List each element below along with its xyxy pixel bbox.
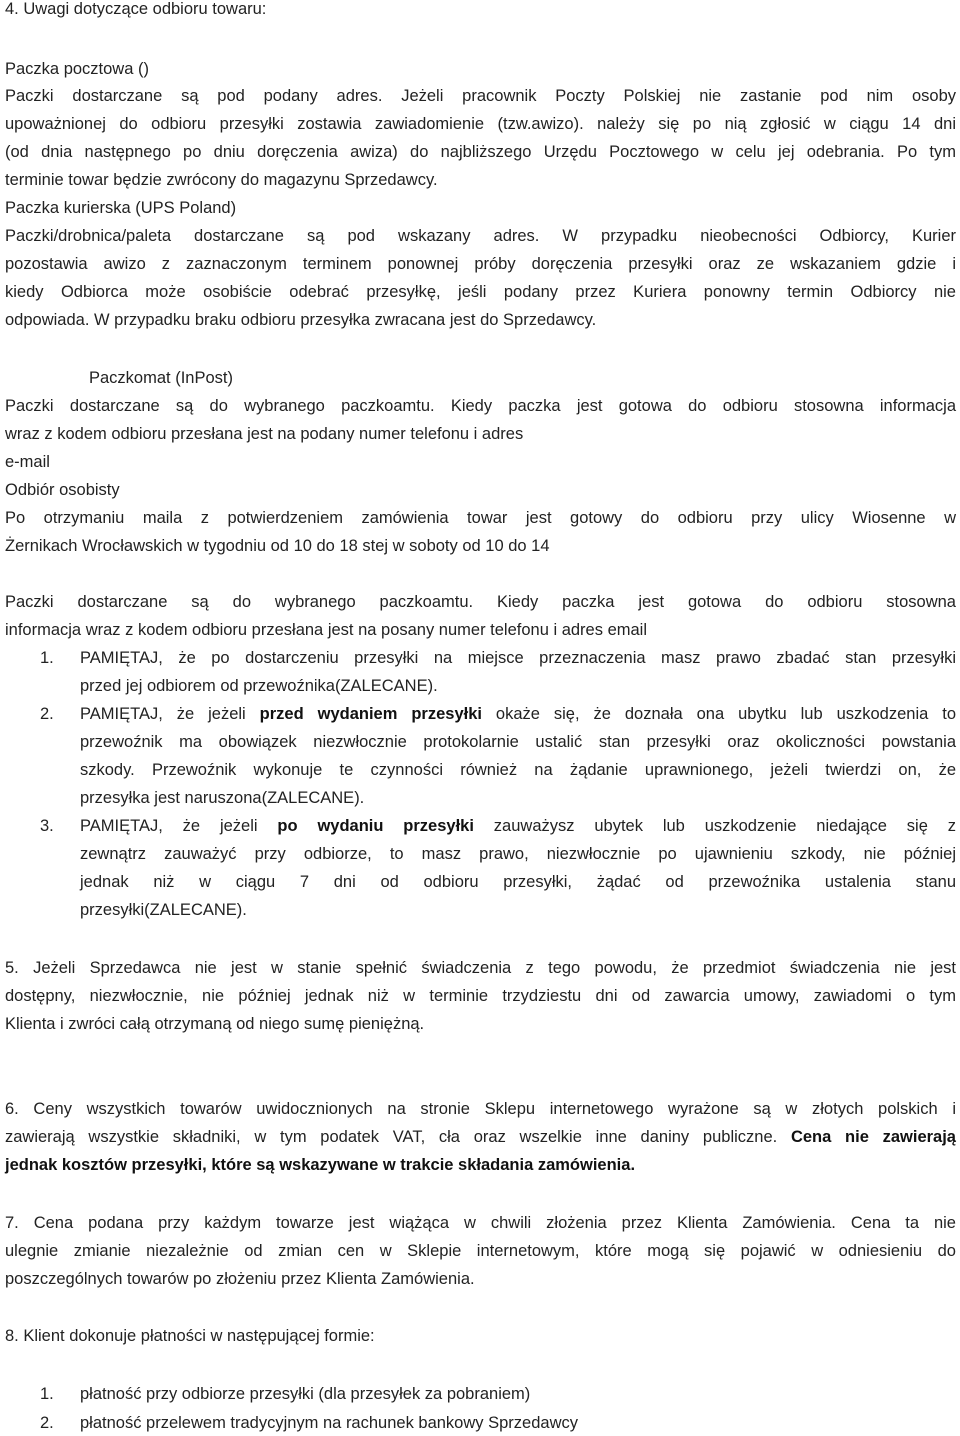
text-span: zauważysz ubytek lub uszkodzenie niedające się z bbox=[473, 817, 956, 835]
section-7-line: 7. Cena podana przy każdym towarze jest wiążąca w chwili złożenia przez Klienta Zamówienia. Cena ta nie bbox=[5, 1214, 956, 1232]
personal-pickup-heading: Odbiór osobisty bbox=[5, 481, 120, 499]
text-line: odpowiada. W przypadku braku odbioru przesyłka zwracana jest do Sprzedawcy. bbox=[5, 311, 597, 329]
text-span: zawierają wszystkie składniki, w tym podatek VAT, cła oraz wszelkie inne daniny publiczne. bbox=[5, 1128, 791, 1146]
payment-method-item: płatność przy odbiorze przesyłki (dla przesyłek za pobraniem) bbox=[80, 1385, 531, 1403]
bold-text: po wydaniu przesyłki bbox=[277, 817, 474, 835]
text-line: wraz z kodem odbioru przesłana jest na podany numer telefonu i adres bbox=[5, 425, 524, 443]
section-5-line: dostępny, niezwłocznie, nie później jednak niż w terminie trzydziestu dni od zawarcia umowy, zawiadomi o tym bbox=[5, 987, 956, 1005]
text-span: okaże się, że doznała ona ubytku lub uszkodzenia to bbox=[481, 705, 957, 723]
section-6-line: 6. Ceny wszystkich towarów uwidocznionych na stronie Sklepu internetowego wyrażone są w złotych polskich i bbox=[5, 1100, 956, 1118]
list-number: 1. bbox=[40, 1385, 54, 1403]
section-4-heading: 4. Uwagi dotyczące odbioru towaru: bbox=[5, 0, 267, 18]
list-number: 2. bbox=[40, 705, 54, 723]
bold-text: jednak kosztów przesyłki, które są wskazywane w trakcie składania zamówienia. bbox=[5, 1156, 636, 1174]
text-line: Paczki dostarczane są do wybranego paczkoamtu. Kiedy paczka jest gotowa do odbioru stosowna bbox=[5, 593, 956, 611]
section-5-line: Klienta i zwróci całą otrzymaną od niego sumę pieniężną. bbox=[5, 1015, 425, 1033]
list-item: PAMIĘTAJ, że po dostarczeniu przesyłki na miejsce przeznaczenia masz prawo zbadać stan przesyłki bbox=[80, 649, 956, 667]
list-item: szkody. Przewoźnik wykonuje te czynności również na żądanie uprawnionego, jeżeli twierdzi on, że bbox=[80, 761, 956, 779]
text-line: e-mail bbox=[5, 453, 50, 471]
text-line: Żernikach Wrocławskich w tygodniu od 10 do 18 stej w soboty od 10 do 14 bbox=[5, 537, 550, 555]
list-number: 3. bbox=[40, 817, 54, 835]
text-line: terminie towar będzie zwrócony do magazynu Sprzedawcy. bbox=[5, 171, 438, 189]
text-line: Paczki dostarczane są do wybranego paczkoamtu. Kiedy paczka jest gotowa do odbioru stosowna informacja bbox=[5, 397, 956, 415]
section-7-line: poszczególnych towarów po złożeniu przez Klienta Zamówienia. bbox=[5, 1270, 475, 1288]
text-line: pozostawia awizo z zaznaczonym terminem ponownej próby doręczenia przesyłki oraz ze wskazaniem gdzie i bbox=[5, 255, 956, 273]
text-span: PAMIĘTAJ, że jeżeli bbox=[80, 817, 278, 835]
parcel-locker-heading: Paczkomat (InPost) bbox=[89, 369, 233, 387]
section-5-line: 5. Jeżeli Sprzedawca nie jest w stanie spełnić świadczenia z tego powodu, że przedmiot świadczenia nie jest bbox=[5, 959, 956, 977]
list-number: 1. bbox=[40, 649, 54, 667]
section-6-line bbox=[5, 1155, 956, 1175]
list-item: zewnątrz zauważyć przy odbiorze, to masz prawo, niezwłocznie po ujawnieniu szkody, nie później bbox=[80, 845, 956, 863]
list-item: przewoźnik ma obowiązek niezwłocznie protokolarnie ustalić stan przesyłki oraz okoliczności powstania bbox=[80, 733, 956, 751]
list-item: przesyłka jest naruszona(ZALECANE). bbox=[80, 789, 365, 807]
bold-text: przed wydaniem przesyłki bbox=[259, 705, 482, 723]
text-line: informacja wraz z kodem odbioru przesłana jest na posany numer telefonu i adres email bbox=[5, 621, 647, 639]
text-line: Po otrzymaniu maila z potwierdzeniem zamówienia towar jest gotowy do odbioru przy ulicy Wiosenne w bbox=[5, 509, 956, 527]
text-line: kiedy Odbiorca może osobiście odebrać przesyłkę, jeśli podany przez Kuriera ponowny termin Odbiorcy nie bbox=[5, 283, 956, 301]
text-line: Paczki dostarczane są pod podany adres. Jeżeli pracownik Poczty Polskiej nie zastanie pod nim osoby bbox=[5, 87, 956, 105]
list-item: przesyłki(ZALECANE). bbox=[80, 901, 247, 919]
bold-text: Cena nie zawierają bbox=[790, 1128, 956, 1146]
section-6-line bbox=[5, 1127, 956, 1147]
text-line: (od dnia następnego po dniu doręczenia awiza) do najbliższego Urzędu Pocztowego w celu jej odebrania. Po tym bbox=[5, 143, 956, 161]
list-item: jednak niż w ciągu 7 dni od odbioru przesyłki, żądać od przewoźnika ustalenia stanu bbox=[80, 873, 956, 891]
section-8-heading: 8. Klient dokonuje płatności w następującej formie: bbox=[5, 1327, 375, 1345]
text-line: Paczki/drobnica/paleta dostarczane są pod wskazany adres. W przypadku nieobecności Odbiorcy, Kurier bbox=[5, 227, 956, 245]
text-line: upoważnionej do odbioru przesyłki zostawia zawiadomienie (tzw.awizo). należy się po nią zgłosić w ciągu 14 dni bbox=[5, 115, 956, 133]
list-item bbox=[80, 816, 956, 836]
postal-parcel-heading: Paczka pocztowa () bbox=[5, 60, 149, 78]
list-number: 2. bbox=[40, 1414, 54, 1432]
list-item bbox=[80, 704, 956, 724]
courier-parcel-heading: Paczka kurierska (UPS Poland) bbox=[5, 199, 237, 217]
list-item: przed jej odbiorem od przewoźnika(ZALECANE). bbox=[80, 677, 438, 695]
text-span: PAMIĘTAJ, że jeżeli bbox=[80, 705, 260, 723]
payment-method-item: płatność przelewem tradycyjnym na rachunek bankowy Sprzedawcy bbox=[80, 1414, 578, 1432]
section-7-line: ulegnie zmianie niezależnie od zmian cen w Sklepie internetowym, które mogą się pojawić w odniesieniu do bbox=[5, 1242, 956, 1260]
